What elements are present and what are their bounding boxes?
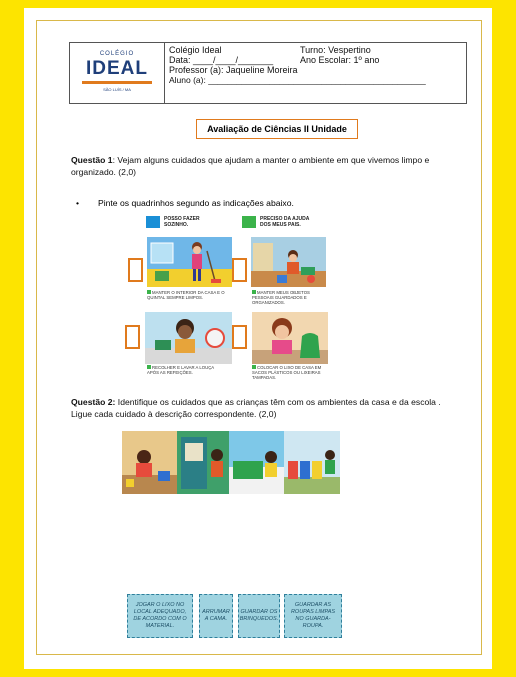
date-field: Data: ____/____/_______ (169, 55, 274, 65)
color-box-4[interactable] (232, 325, 247, 349)
worksheet-page (24, 8, 492, 669)
caption-2 (252, 290, 330, 305)
question-2-illustration-strip (122, 431, 340, 494)
legend-blue-swatch (146, 216, 160, 228)
match-card-1[interactable]: JOGAR O LIXO NO LOCAL ADEQUADO, DE ACORDO COM O MATERIAL. (127, 594, 193, 638)
logo-top-text: COLÉGIO (99, 51, 135, 57)
green-dot-icon (252, 290, 256, 294)
question-1-label: Questão 1 (71, 155, 113, 165)
panel-recycling (284, 431, 340, 494)
legend-green-swatch (242, 216, 256, 228)
question-2-text: Identifique os cuidados que as crianças têm com os ambientes da casa e da escola . Ligue cada cuidado à descrição correspondente. (2,0) (71, 397, 441, 419)
logo-sub-text: SÃO LUÍS / MA (103, 87, 131, 92)
grade: Ano Escolar: 1º ano (300, 55, 380, 65)
illustration-trash (252, 312, 328, 364)
color-box-1[interactable] (128, 258, 143, 282)
color-box-2[interactable] (232, 258, 247, 282)
panel-bed (229, 431, 284, 494)
teacher: Professor (a): Jaqueline Moreira (169, 65, 298, 75)
caption-1 (147, 290, 225, 300)
header-table (69, 42, 467, 104)
bullet-icon: • (76, 198, 80, 208)
green-dot-icon (252, 365, 256, 369)
question-1-instruction: Pinte os quadrinhos segundo as indicações abaixo. (98, 198, 294, 208)
caption-4 (252, 365, 330, 380)
question-1 (71, 154, 449, 178)
question-2-label: Questão 2: (71, 397, 116, 407)
caption-3-text: RECOLHER E LAVAR A LOUÇA APÓS AS REFEIÇÕES. (147, 365, 214, 375)
color-box-3[interactable] (125, 325, 140, 349)
legend-blue-text: POSSO FAZER SOZINHO. (164, 216, 200, 228)
match-card-2[interactable]: ARRUMAR A CAMA. (199, 594, 233, 638)
caption-1-text: MANTER O INTERIOR DA CASA E O QUINTAL SEMPRE LIMPOS. (147, 290, 225, 300)
green-dot-icon (147, 290, 151, 294)
logo-main-text: IDEAL (86, 58, 148, 79)
match-card-4[interactable]: GUARDAR AS ROUPAS LIMPAS NO GUARDA-ROUPA. (284, 594, 342, 638)
caption-2-text: MANTER MEUS OBJETOS PESSOAIS GUARDADOS E ORGANIZADOS. (252, 290, 310, 305)
question-1-text: : Vejam alguns cuidados que ajudam a manter o ambiente em que vivemos limpo e organizado. (2,0) (71, 155, 430, 177)
illustration-cleaning (147, 237, 232, 287)
caption-3 (147, 365, 225, 375)
caption-4-text: COLOCAR O LIXO DE CASA EM SACOS PLÁSTICOS OU LIXEIRAS TAMPADAS. (252, 365, 322, 380)
question-2 (71, 396, 451, 420)
match-card-3[interactable]: GUARDAR OS BRINQUEDOS. (238, 594, 280, 638)
school-name: Colégio Ideal (169, 45, 222, 55)
legend-green-text: PRECISO DA AJUDA DOS MEUS PAIS. (260, 216, 310, 228)
student-field: Aluno (a): ______________________________________________ (169, 75, 426, 85)
shift: Turno: Vespertino (300, 45, 371, 55)
panel-wardrobe (177, 431, 229, 494)
illustration-organizing (251, 237, 326, 287)
illustration-dishes (145, 312, 232, 364)
school-logo (70, 43, 165, 103)
logo-bar (82, 81, 152, 84)
page-title: Avaliação de Ciências II Unidade (196, 119, 358, 139)
green-dot-icon (147, 365, 151, 369)
panel-toys (122, 431, 177, 494)
